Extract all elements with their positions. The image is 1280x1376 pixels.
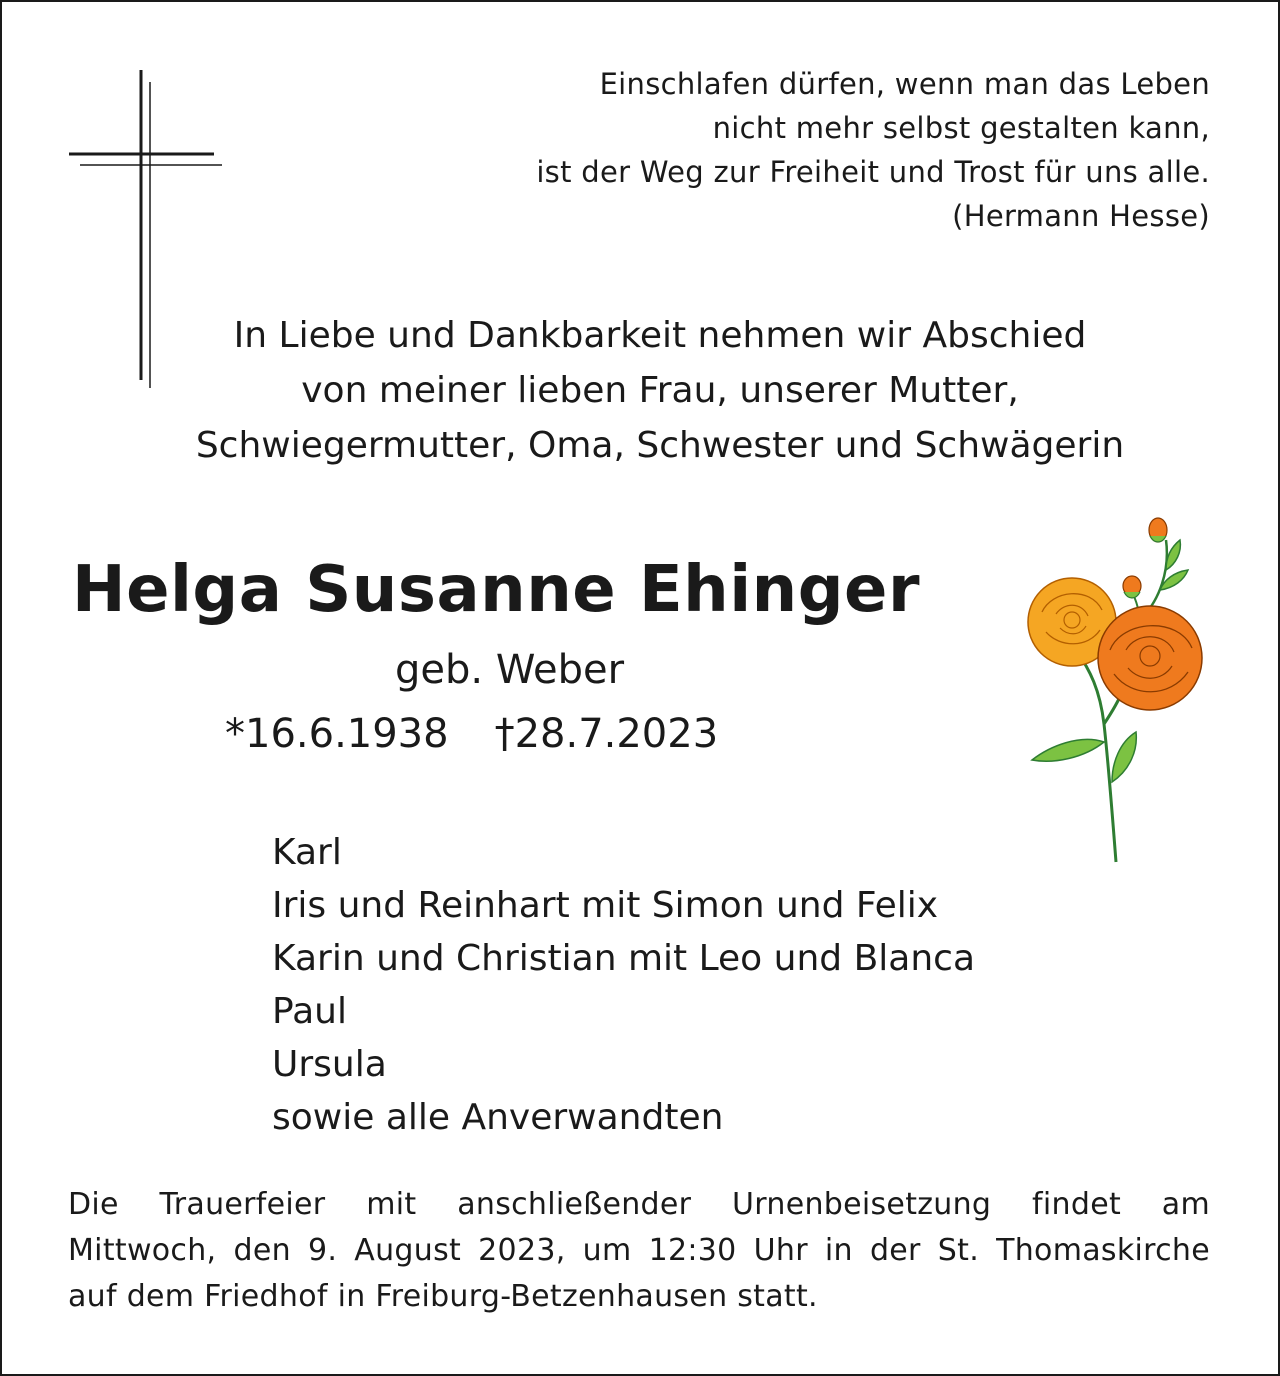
quote-line: ist der Weg zur Freiheit und Trost für uns alle. — [536, 155, 1210, 189]
service-line: Mittwoch, den 9. August 2023, um 12:30 Uhr in der St. Thomaskirche — [68, 1233, 1210, 1268]
mourner-entry: Iris und Reinhart mit Simon und Felix — [272, 885, 939, 926]
quote-line: Einschlafen dürfen, wenn man das Leben — [599, 67, 1210, 101]
birth-date: *16.6.1938 — [225, 711, 449, 757]
mourner-entry: sowie alle Anverwandten — [272, 1097, 724, 1138]
deceased-name: Helga Susanne Ehinger — [72, 553, 920, 627]
death-date: †28.7.2023 — [494, 711, 719, 757]
hesse-quote — [536, 62, 1210, 238]
service-info — [68, 1182, 1210, 1320]
service-line: auf dem Friedhof in Freiburg-Betzenhausen statt. — [68, 1279, 818, 1314]
quote-line: nicht mehr selbst gestalten kann, — [712, 111, 1210, 145]
life-dates — [225, 702, 718, 766]
farewell-line: von meiner lieben Frau, unserer Mutter, — [301, 370, 1019, 411]
mourners-list — [272, 826, 975, 1144]
mourner-entry: Karl — [272, 832, 342, 873]
mourner-entry: Ursula — [272, 1044, 387, 1085]
farewell-line: Schwiegermutter, Oma, Schwester und Schwägerin — [195, 425, 1125, 466]
farewell-line: In Liebe und Dankbarkeit nehmen wir Abschied — [233, 315, 1087, 356]
rose-illustration — [1020, 510, 1220, 874]
birth-name: geb. Weber — [395, 647, 625, 693]
quote-attribution: (Hermann Hesse) — [952, 199, 1210, 233]
mourner-entry: Karin und Christian mit Leo und Blanca — [272, 938, 976, 979]
farewell-text — [120, 308, 1200, 473]
service-line: Die Trauerfeier mit anschließender Urnenbeisetzung findet am — [68, 1187, 1210, 1222]
mourner-entry: Paul — [272, 991, 347, 1032]
